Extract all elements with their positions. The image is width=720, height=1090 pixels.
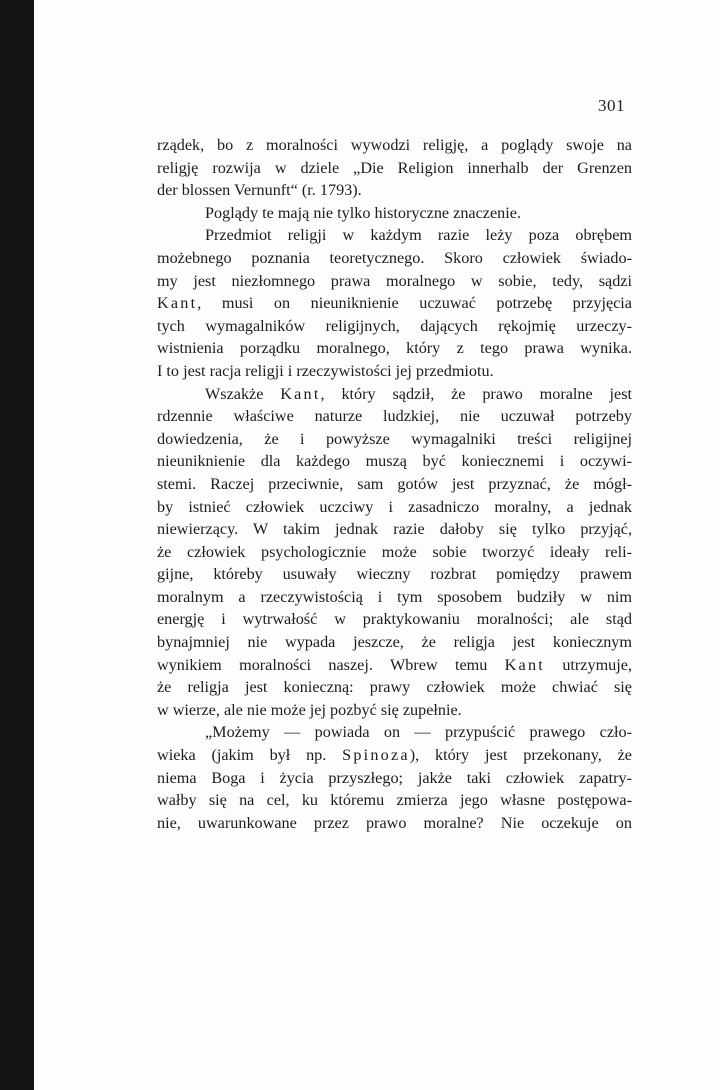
- text-line: niewierzący. W takim jednak razie dałoby się tylko przyjąć,: [157, 520, 632, 539]
- text-line: Kant, musi on nieuniknienie uczuwać potrzebę przyjęcia: [157, 294, 632, 313]
- text-line: że religja jest konieczną: prawy człowiek może chwiać się: [157, 678, 632, 697]
- text-line: nie, uwarunkowane przez prawo moralne? Nie oczekuje on: [157, 813, 632, 832]
- text-line: w wierze, ale nie może jej pozbyć się zupełnie.: [157, 700, 462, 719]
- book-page: [34, 0, 720, 1090]
- text-line: moralnym a rzeczywistością i tym sposobem budziły w nim: [157, 587, 632, 606]
- text-line: rządek, bo z moralności wywodzi religję, a poglądy swoje na: [157, 136, 632, 154]
- text-line: stemi. Raczej przeciwnie, sam gotów jest przyznać, że mógł-: [157, 474, 632, 493]
- text-line: tych wymagalników religijnych, dających rękojmię urzeczy-: [157, 316, 632, 335]
- body-text: [157, 134, 632, 834]
- text-line: dowiedzenia, że i powyższe wymagalniki treści religijnej: [157, 429, 632, 448]
- text-line: Przedmiot religji w każdym razie leży poza obrębem: [205, 226, 632, 245]
- text-line: wynikiem moralności naszej. Wbrew temu Kant utrzymuje,: [157, 655, 632, 674]
- text-line: wistnienia porządku moralnego, który z tego prawa wynika.: [157, 339, 632, 358]
- text-line: bynajmniej nie wypada jeszcze, że religja jest koniecznym: [157, 633, 632, 652]
- emphasized-name: Kant: [504, 655, 545, 674]
- page-number: 301: [598, 96, 625, 115]
- text-line: I to jest racja religji i rzeczywistości jej przedmiotu.: [157, 361, 494, 380]
- emphasized-name: Kant: [157, 294, 198, 313]
- text-line: by istnieć człowiek uczciwy i zasadniczo moralny, a jednak: [157, 497, 632, 516]
- text-line: Poglądy te mają nie tylko historyczne znaczenie.: [205, 203, 521, 222]
- text-line: my jest niezłomnego prawa moralnego w sobie, tedy, sądzi: [157, 271, 632, 290]
- scan-edge: [0, 0, 34, 1090]
- text-line: gijne, któreby usuwały wieczny rozbrat pomiędzy prawem: [157, 565, 632, 584]
- text-line: „Możemy — powiada on — przypuścić prawego czło-: [205, 723, 632, 742]
- text-line: wałby się na cel, ku któremu zmierza jego własne postępowa-: [157, 791, 632, 810]
- text-line: że człowiek psychologicznie może sobie tworzyć ideały reli-: [157, 542, 632, 561]
- text-line: Wszakże Kant, który sądził, że prawo moralne jest: [205, 384, 632, 403]
- emphasized-name: Spinoza: [342, 746, 410, 765]
- emphasized-name: Kant: [280, 384, 321, 403]
- text-line: możebnego poznania teoretycznego. Skoro człowiek świado-: [157, 248, 632, 267]
- text-line: energję i wytrwałość w praktykowaniu moralności; ale stąd: [157, 610, 632, 629]
- text-line: rdzennie właściwe naturze ludzkiej, nie uczuwał potrzeby: [157, 407, 632, 426]
- text-line: wieka (jakim był np. Spinoza), który jest przekonany, że: [157, 746, 632, 765]
- text-line: nieuniknienie dla każdego muszą być koniecznemi i oczywi-: [157, 452, 632, 471]
- text-line: niema Boga i życia przyszłego; jakże taki człowiek zapatry-: [157, 768, 632, 787]
- text-line: der blossen Vernunft“ (r. 1793).: [157, 181, 362, 200]
- text-line: religję rozwija w dziele „Die Religion innerhalb der Grenzen: [157, 158, 632, 177]
